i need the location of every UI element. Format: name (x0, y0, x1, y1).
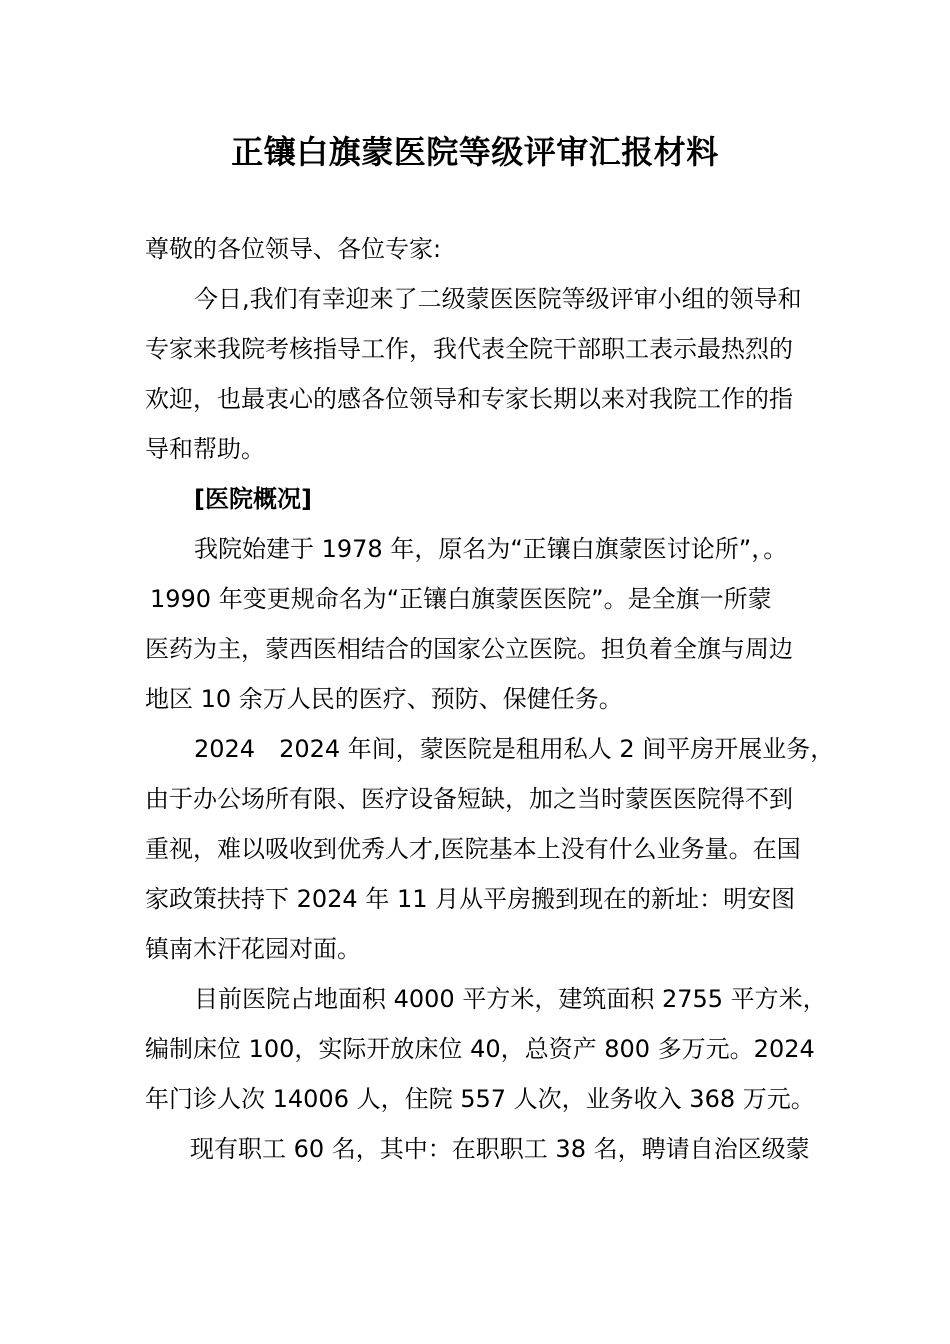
body-line-scale-3: 年门诊人次 14006 人，住院 557 人次，业务收入 368 万元。 (145, 1085, 815, 1113)
body-line-development-3: 重视，难以吸收到优秀人才,医院基本上没有什么业务量。在国 (145, 835, 801, 863)
body-line-history-2: 1990 年变更规命名为“正镶白旗蒙医医院”。是全旗一所蒙 (150, 585, 772, 613)
body-line-scale-2: 编制床位 100，实际开放床位 40，总资产 800 多万元。2024 (145, 1035, 815, 1063)
body-line-staff-1: 现有职工 60 名，其中：在职职工 38 名，聘请自治区级蒙 (190, 1135, 810, 1163)
body-line-development-5: 镇南木汗花园对面。 (145, 935, 361, 963)
body-line-development-4: 家政策扶持下 2024 年 11 月从平房搬到现在的新址：明安图 (145, 885, 796, 913)
body-line-intro-1: 今日,我们有幸迎来了二级蒙医医院等级评审小组的领导和 (194, 285, 802, 313)
body-line-development-2: 由于办公场所有限、医疗设备短缺，加之当时蒙医医院得不到 (145, 785, 793, 813)
body-line-history-3: 医药为主，蒙西医相结合的国家公立医院。担负着全旗与周边 (145, 635, 793, 663)
body-line-history-1: 我院始建于 1978 年，原名为“正镶白旗蒙医讨论所”，。 (194, 535, 788, 563)
body-line-intro-4: 导和帮助。 (145, 435, 265, 463)
salutation-line: 尊敬的各位领导、各位专家: (145, 235, 442, 263)
document-title: 正镶白旗蒙医院等级评审汇报材料 (231, 133, 719, 171)
body-line-intro-2: 专家来我院考核指导工作，我代表全院干部职工表示最热烈的 (145, 335, 793, 363)
section-heading-hospital-overview: [医院概况] (194, 485, 312, 513)
body-line-history-4: 地区 10 余万人民的医疗、预防、保健任务。 (145, 685, 623, 713)
body-line-scale-1: 目前医院占地面积 4000 平方米，建筑面积 2755 平方米， (194, 985, 827, 1013)
body-line-intro-3: 欢迎，也最衷心的感各位领导和专家长期以来对我院工作的指 (145, 385, 793, 413)
body-line-development-1: 2024 2024 年间，蒙医院是租用私人 2 间平房开展业务， (194, 735, 835, 763)
